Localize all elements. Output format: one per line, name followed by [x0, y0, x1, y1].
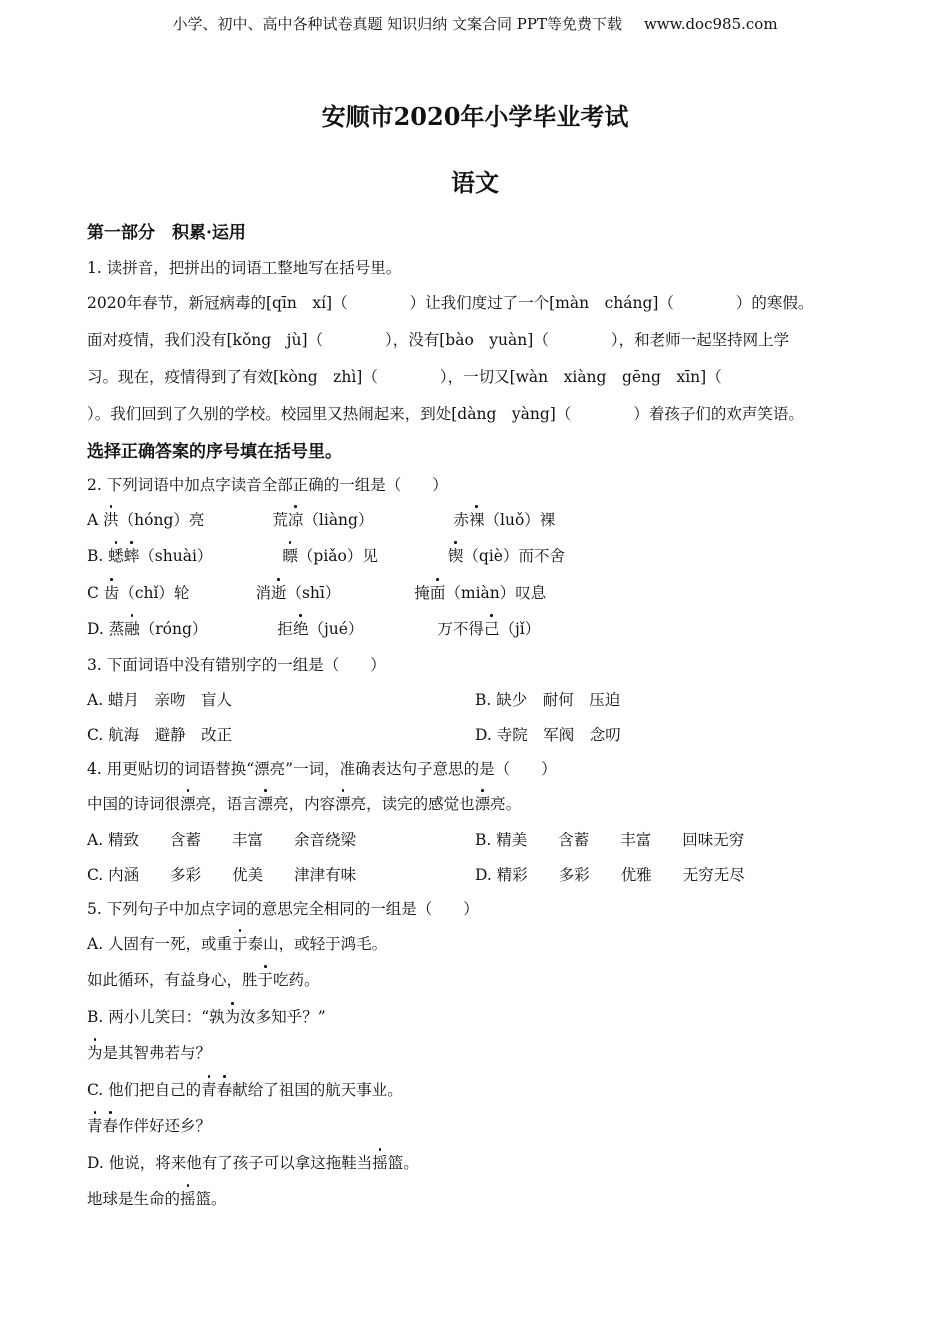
dotted-char: 面 [430, 581, 446, 603]
dotted-char: 蟋 [108, 544, 124, 566]
dotted-char: 青 [87, 1114, 103, 1136]
q5-d-line-1: D. 他说，将来他有了孩子可以拿这拖鞋当摇篮。 [87, 1151, 419, 1173]
q2-stem: 2. 下列词语中加点字读音全部正确的一组是（ ） [87, 476, 448, 494]
dotted-char: 裸 [469, 508, 485, 530]
q1-stem: 1. 读拼音，把拼出的词语工整地写在括号里。 [87, 259, 402, 277]
dotted-char: 融 [124, 617, 140, 639]
section-heading: 选择正确答案的序号填在括号里。 [87, 442, 342, 462]
q3-option-c: C. 航海 避静 改正 [87, 726, 233, 744]
dotted-char: 漂 [258, 792, 274, 814]
part-heading: 第一部分 积累·运用 [87, 223, 246, 243]
q5-b-line-2: 为是其智弗若与？ [87, 1041, 211, 1063]
q5-c-line-1: C. 他们把自己的青春献给了祖国的航天事业。 [87, 1078, 403, 1100]
q4-option-d: D. 精彩 多彩 优雅 无穷无尽 [475, 866, 745, 884]
q1-line-2: 面对疫情，我们没有[kǒng jù]（ ），没有[bào yuàn]（ ），和老师一起坚持网上学 [87, 331, 790, 349]
q4-option-b: B. 精美 含蓄 丰富 回味无穷 [475, 831, 745, 849]
q5-c-line-2: 青春作伴好还乡？ [87, 1114, 211, 1136]
dotted-char: 绝 [293, 617, 309, 639]
q5-stem: 5. 下列句子中加点字词的意思完全相同的一组是（ ） [87, 900, 479, 918]
q1-line-4: ）。我们回到了久别的学校。校园里又热闹起来，到处[dàng yàng]（ ）着孩子们的欢声笑语。 [87, 405, 804, 423]
q5-a-line-2: 如此循环，有益身心，胜于吃药。 [87, 968, 320, 990]
q3-option-d: D. 寺院 军阀 念叨 [475, 726, 621, 744]
q4-option-c: C. 内涵 多彩 优美 津津有味 [87, 866, 357, 884]
dotted-char: 锲 [448, 544, 464, 566]
dotted-char: 瞟 [282, 544, 298, 566]
dotted-char: 春 [103, 1114, 119, 1136]
dotted-char: 洪 [103, 508, 119, 530]
dotted-char: 为 [87, 1041, 103, 1063]
page-header [0, 13, 950, 34]
dotted-char: 己 [484, 617, 500, 639]
subject-title: 语文 [451, 168, 499, 197]
dotted-char: 青 [201, 1078, 217, 1100]
q3-option-a: A. 蜡月 亲吻 盲人 [87, 691, 233, 709]
dotted-char: 为 [225, 1005, 241, 1027]
dotted-char: 漂 [475, 792, 491, 814]
q2-option-c: C 齿（chǐ）轮 消逝（shī） 掩面（miàn）叹息 [87, 581, 546, 603]
q4-option-a: A. 精致 含蓄 丰富 余音绕梁 [87, 831, 357, 849]
dotted-char: 春 [217, 1078, 233, 1100]
q3-stem: 3. 下面词语中没有错别字的一组是（ ） [87, 656, 386, 674]
q5-b-line-1: B. 两小儿笑曰：“孰为汝多知乎？” [87, 1005, 326, 1027]
q5-d-line-2: 地球是生命的摇篮。 [87, 1187, 227, 1209]
dotted-char: 漂 [335, 792, 351, 814]
dotted-char: 逝 [271, 581, 287, 603]
dotted-char: 摇 [372, 1151, 388, 1173]
q2-option-b: B. 蟋蟀（shuài） 瞟（piǎo）见 锲（qiè）而不舍 [87, 544, 565, 566]
header-text: 小学、初中、高中各种试卷真题 知识归纳 文案合同 PPT等免费下载 [172, 15, 622, 33]
q2-option-a: A 洪（hóng）亮 荒凉（liàng） 赤裸（luǒ）裸 [87, 508, 555, 530]
header-site: www.doc985.com [643, 15, 778, 33]
dotted-char: 蟀 [124, 544, 140, 566]
dotted-char: 齿 [104, 581, 120, 603]
q4-stem: 4. 用更贴切的词语替换“漂亮”一词，准确表达句子意思的是（ ） [87, 760, 557, 778]
dotted-char: 于 [232, 932, 248, 954]
dotted-char: 于 [258, 968, 274, 990]
dotted-char: 摇 [180, 1187, 196, 1209]
dotted-char: 漂 [180, 792, 196, 814]
q2-option-d: D. 蒸融（róng） 拒绝（jué） 万不得己（jǐ） [87, 617, 540, 639]
q4-sentence: 中国的诗词很漂亮，语言漂亮，内容漂亮，读完的感觉也漂亮。 [87, 792, 521, 814]
exam-title: 安顺市2020年小学毕业考试 [321, 102, 629, 131]
dotted-char: 凉 [288, 508, 304, 530]
q5-a-line-1: A. 人固有一死，或重于泰山，或轻于鸿毛。 [87, 932, 387, 954]
q1-line-1: 2020年春节，新冠病毒的[qīn xí]（ ）让我们度过了一个[màn cháng]（ ）的寒假。 [87, 294, 814, 312]
q3-option-b: B. 缺少 耐何 压迫 [475, 691, 621, 709]
q1-line-3: 习。现在，疫情得到了有效[kòng zhì]（ ），一切又[wàn xiàng gēng xīn]（ [87, 368, 722, 386]
